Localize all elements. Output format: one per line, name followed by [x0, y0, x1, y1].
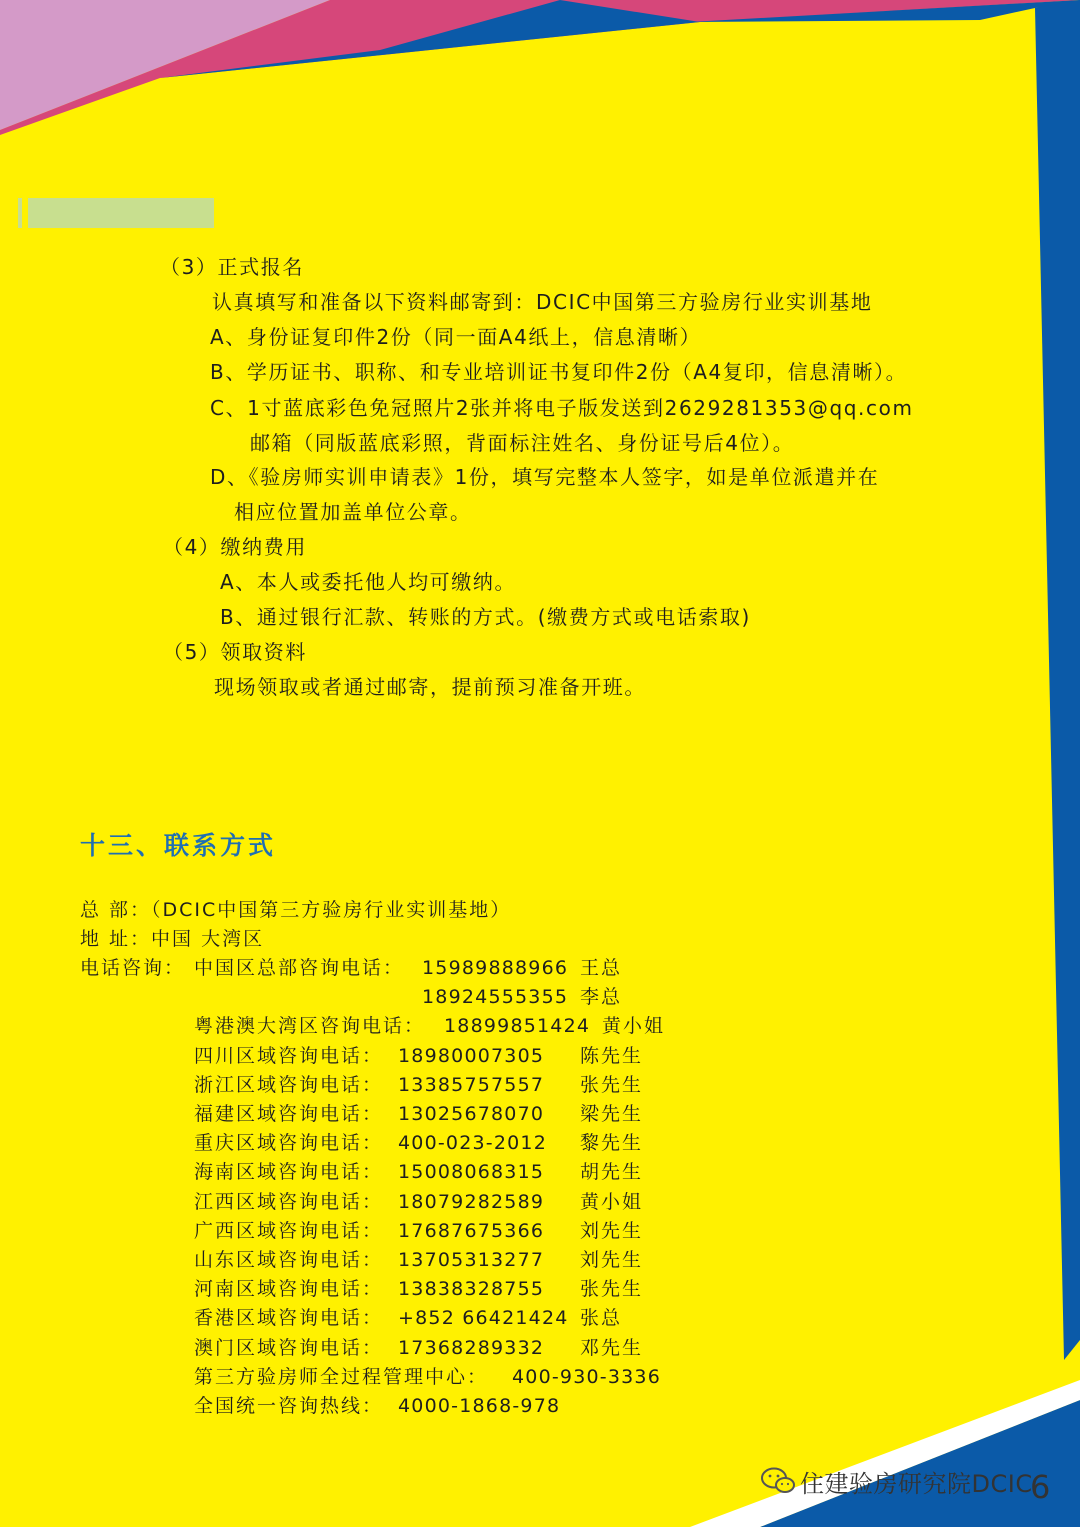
contact-row — [0, 1102, 1080, 1128]
contact-phone-number[interactable]: 13838328755 — [398, 1278, 545, 1300]
contact-row — [0, 1044, 1080, 1070]
contact-phone-number[interactable]: 17368289332 — [398, 1337, 545, 1359]
headquarters-line: 总 部：（DCIC中国第三方验房行业实训基地） — [80, 899, 512, 921]
step-4-title: （4）缴纳费用 — [163, 535, 307, 559]
contact-phone-number[interactable]: 4000-1868-978 — [398, 1395, 561, 1417]
contact-region-label: 第三方验房师全过程管理中心： — [194, 1366, 489, 1388]
contact-person: 邓先生 — [580, 1337, 644, 1359]
contact-row — [0, 1014, 1080, 1040]
contact-region-label: 山东区域咨询电话： — [194, 1249, 384, 1271]
contact-person: 梁先生 — [580, 1103, 644, 1125]
contact-region-label: 全国统一咨询热线： — [194, 1395, 384, 1417]
contact-phone-number[interactable]: 18079282589 — [398, 1191, 545, 1213]
contact-row — [0, 1190, 1080, 1216]
step-4-item-a: A、本人或委托他人均可缴纳。 — [220, 570, 517, 594]
contact-region-label: 海南区域咨询电话： — [194, 1161, 384, 1183]
contact-person: 黎先生 — [580, 1132, 644, 1154]
contact-phone-number[interactable]: 400-930-3336 — [512, 1366, 661, 1388]
contact-phone-number[interactable]: 15989888966 — [422, 957, 569, 979]
step-3-item-c: C、1寸蓝底彩色免冠照片2张并将电子版发送到2629281353@qq.com — [210, 396, 914, 420]
contact-row — [0, 985, 1080, 1011]
contact-region-label: 香港区域咨询电话： — [194, 1307, 384, 1329]
contact-row — [0, 1219, 1080, 1245]
contact-region-label: 粤港澳大湾区咨询电话： — [194, 1015, 426, 1037]
contact-row — [0, 1131, 1080, 1157]
contact-phone-number[interactable]: 13385757557 — [398, 1074, 545, 1096]
contact-region-label: 江西区域咨询电话： — [194, 1191, 384, 1213]
step-3-item-d: D、《验房师实训申请表》1份，填写完整本人签字，如是单位派遣并在 — [210, 465, 880, 489]
contact-person: 张先生 — [580, 1074, 644, 1096]
step-5-text: 现场领取或者通过邮寄，提前预习准备开班。 — [214, 675, 646, 699]
wechat-icon — [760, 1466, 796, 1496]
contact-person: 陈先生 — [580, 1045, 644, 1067]
contact-row — [0, 1277, 1080, 1303]
step-3-title: （3）正式报名 — [160, 255, 304, 279]
contact-row — [0, 1248, 1080, 1274]
contact-phone-number[interactable]: 17687675366 — [398, 1220, 545, 1242]
contact-person: 张先生 — [580, 1278, 644, 1300]
contact-region-label: 广西区域咨询电话： — [194, 1220, 384, 1242]
step-3-item-a: A、身份证复印件2份（同一面A4纸上，信息清晰） — [210, 325, 702, 349]
contact-person: 刘先生 — [580, 1249, 644, 1271]
step-4-item-b: B、通过银行汇款、转账的方式。(缴费方式或电话索取) — [220, 605, 751, 629]
contact-row — [0, 1365, 1080, 1391]
contact-section-title: 十三、联系方式 — [80, 831, 277, 860]
step-5-title: （5）领取资料 — [163, 640, 307, 664]
contact-phone-number[interactable]: 400-023-2012 — [398, 1132, 547, 1154]
contact-row — [0, 1073, 1080, 1099]
contact-region-label: 浙江区域咨询电话： — [194, 1074, 384, 1096]
contact-phone-number[interactable]: 15008068315 — [398, 1161, 545, 1183]
footer-account-name: 住建验房研究院DCIC — [800, 1470, 1033, 1498]
contact-phone-number[interactable]: 18899851424 — [444, 1015, 591, 1037]
contact-row — [0, 956, 1080, 982]
step-3-item-b: B、学历证书、职称、和专业培训证书复印件2份（A4复印，信息清晰）。 — [210, 360, 908, 384]
contact-row — [0, 1336, 1080, 1362]
page-number: 6 — [1030, 1468, 1051, 1506]
step-3-item-c-cont: 邮箱（同版蓝底彩照，背面标注姓名、身份证号后4位）。 — [250, 431, 795, 455]
contact-person: 胡先生 — [580, 1161, 644, 1183]
step-3-item-d-cont: 相应位置加盖单位公章。 — [234, 500, 472, 524]
section-header-bar — [18, 198, 214, 228]
address-line: 地 址：中国 大湾区 — [80, 928, 265, 950]
contact-phone-number[interactable]: 13025678070 — [398, 1103, 545, 1125]
contact-person: 张总 — [580, 1307, 623, 1329]
contact-region-label: 河南区域咨询电话： — [194, 1278, 384, 1300]
contact-person: 李总 — [580, 986, 623, 1008]
contact-row — [0, 1306, 1080, 1332]
contact-row — [0, 1160, 1080, 1186]
contact-phone-number[interactable]: 18980007305 — [398, 1045, 545, 1067]
contact-person: 黄小姐 — [580, 1191, 644, 1213]
step-3-intro: 认真填写和准备以下资料邮寄到：DCIC中国第三方验房行业实训基地 — [212, 290, 873, 314]
contact-person: 王总 — [580, 957, 623, 979]
contact-region-label: 澳门区域咨询电话： — [194, 1337, 384, 1359]
contact-region-label: 重庆区域咨询电话： — [194, 1132, 384, 1154]
contact-region-label: 中国区总部咨询电话： — [194, 957, 405, 979]
contact-person: 黄小姐 — [602, 1015, 666, 1037]
contact-person: 刘先生 — [580, 1220, 644, 1242]
contact-region-label: 四川区域咨询电话： — [194, 1045, 384, 1067]
contact-region-label: 福建区域咨询电话： — [194, 1103, 384, 1125]
contact-phone-number[interactable]: 13705313277 — [398, 1249, 545, 1271]
contact-row — [0, 1394, 1080, 1420]
phone-label: 电话咨询： — [80, 957, 186, 979]
contact-phone-number[interactable]: 18924555355 — [422, 986, 569, 1008]
contact-phone-number[interactable]: +852 66421424 — [398, 1307, 569, 1329]
